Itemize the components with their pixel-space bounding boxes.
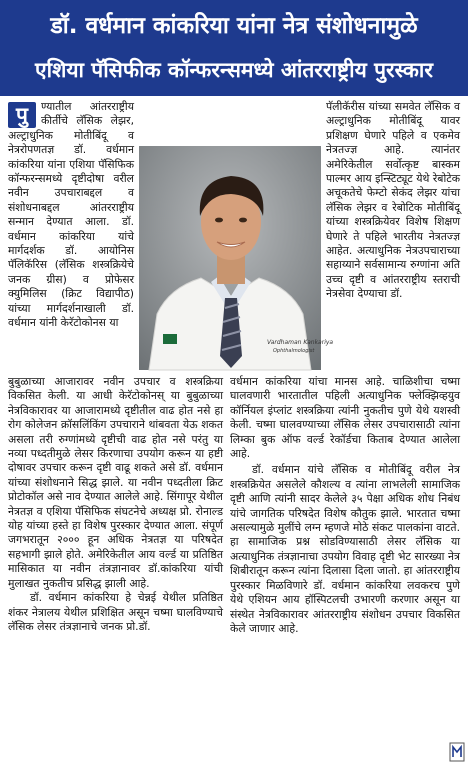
publication-logo-icon <box>450 743 464 761</box>
article-column-left <box>8 100 134 331</box>
coat-title-text: Ophthalmologist <box>273 348 315 354</box>
coat-name-text: Vardhaman Kankariya <box>267 339 334 346</box>
headline-line-2: एशिया पॅसिफीक कॉन्फरन्समध्ये आंतरराष्ट्रीय पुरस्कार <box>35 58 433 82</box>
headline-line-1: डॉ. वर्धमान कांकरिया यांना नेत्र संशोधनामुळे <box>50 13 418 39</box>
article-column-right <box>326 100 460 302</box>
article-text-left: ण्यातील आंतरराष्ट्रीय कीर्तीचे लॅसिक लेझर, अल्ट्राधुनिक मोतीबिंदू व नेत्ररोपणतज्ञ डॉ. वर्धमान कांकरिया यांना एशिया पॅसिफिक कॉन्फरन्समध्ये दृष्टीदोषा वरील नवीन उपचाराबद्दल व संशोधनाबद्दल आंतरराष्ट्रीय सन्मान देण्यात आला. डॉ. वर्धमान कांकरिया यांचे मार्गदर्शक डॉ. आयोनिस पॅलिकॅरिस (लॅसिक शस्त्रक्रियेचे जनक ग्रीस) व प्रोफेसर क्युमिलिस (क्रिट विद्यापीठ) यांच्या मार्गदर्शनाखाली डॉ. वर्धमान यांनी केरॅटोकोनस या <box>8 100 134 330</box>
article-text-lower-left-p2: डॉ. वर्धमान कांकरिया हे चेन्नई येथील प्रतिष्ठित शंकर नेत्रालय येथील प्रशिक्षित असून चष्मा घालविण्याचे लॅसिक लेसर तंत्रज्ञानाचे जनक प्रो.डॉ. <box>8 591 223 633</box>
article-text-lower-left: बुबुळाच्या आजारावर नवीन उपचार व शस्त्रक्रिया विकसित केली. या आधी केरॅटोकोनस् या बुबुळाच्या नेत्रविकारावर या आजारामध्ये दृष्टीतील वाढ होत नसे हा रोग कोलेजन क्रॉसलिंकिंग उपचाराने थांबवता येऊ शकत असला तरी रुग्णांमध्ये दृष्टीची वाढ होत नसे परंतु या नव्या पध्दतीमुळे लेसर किरणाचा उपयोग करून या हष्टी दोषावर उपचार करून दृष्टी वाढू शकते असे डॉ. वर्धमान यांच्या संशोधनाने सिद्ध झाले. या नवीन पध्दतीला क्रिट प्रोटोकॉल असे नाव देण्यात आलेले आहे. सिंगापूर येथील नेत्रतज्ञ व एशिया पॅसिफिक संघटनेचे अध्यक्ष प्रो. रोनाल्ड योह यांच्या हस्ते हा विशेष पुरस्कार देण्यात आला. संपूर्ण जगभरातून २००० हून अधिक नेत्रतज्ञ या परिषदेत सहभागी झाले होते. अमेरिकेतील आय वर्ल्ड या प्रतिष्ठित मासिकात या नवीन तंत्रज्ञानावर डॉ.कांकरिया यांची मुलाखत नुकतीच प्रसिद्ध झाली आहे. <box>8 375 223 590</box>
portrait-illustration <box>139 146 334 370</box>
doctor-photo <box>139 146 334 370</box>
article-column-lower-left <box>8 375 223 634</box>
article-text-right: पॅलीकॅरीस यांच्या समवेत लॅसिक व अल्ट्राधुनिक मोतीबिंदू यावर प्रशिक्षण घेणारे पहिले व एकमेव नेत्रतज्ज्ञ आहे. त्यानंतर अमेरिकेतील सर्वोत्कृष्ट बास्कम पाल्मर आय इन्स्टिट्यूट येथे रेबोटेक अचूकतेचे फेम्टो सेकंद लेझर यांचा लॅसिक लेझर व रेबोटिक मोतीबिंदू यांच्या शस्त्रक्रियेवर विशेष शिक्षण घेणारे ते पहिले भारतीय नेत्रतज्ज्ञ आहेत. अत्याधुनिक नेत्रउपचाराच्या सहाय्याने सर्वसामान्य रुग्णांना अति उच्च दृष्टी व आंतरराष्ट्रीय स्तराची नेत्रसेवा देण्याचा डॉ. <box>326 100 460 301</box>
article-text-lower-right-p2: डॉ. वर्धमान यांचे लॅसिक व मोतीबिंदू वरील नेत्र शस्त्रक्रियेत असलेले कौशल्य व त्यांना लाभलेली सामाजिक दृष्टी आणि त्यांनी सादर केलेले ३५ पेक्षा अधिक शोध निबंध यांचे जागतिक परिषदेत विशेष कौतुक झाले. भारतात चष्मा असल्यामुळे मुलींचे लग्न म्हणजे मोठे संकट पालकांना वाटते. हा सामाजिक प्रश्न सोडविण्यासाठी लेसर लॅसिक या अत्याधुनिक तंत्रज्ञानाचा उपयोग विवाह दृष्टी भेट सारख्या नेत्र शिबीरातून करून त्यांना दिलासा दिला जातो. हा आंतरराष्ट्रीय पुरस्कार मिळविणारे डॉ. वर्धमान कांकरिया लवकरच पुणे येथे एशियन आय हॉस्पिटलची उभारणी करणार असून या संस्थेत नेत्रविकारावर आंतरराष्ट्रीय संशोधन उपचार विकसित केले जाणार आहे. <box>230 463 460 635</box>
article-text-lower-right: वर्धमान कांकरिया यांचा मानस आहे. चाळिशीचा चष्मा घालवणारी भारतातील पहिली अत्याधुनिक फ्लेक्झिव्हयुव कॉर्नियल इंप्लांट शस्त्रक्रिया त्यांनी नुकतीच पुणे येथे यशस्वी केली. चष्मा घालवण्याच्या लॅसिक लेसर उपचारासाठी त्यांना लिम्का बुक ऑफ वर्ल्ड रेकॉर्डचा किताब देण्यात आलेला आहे. <box>230 375 460 461</box>
drop-cap: पु <box>8 102 36 128</box>
article-column-lower-right <box>230 375 460 636</box>
headline-banner <box>0 0 468 96</box>
